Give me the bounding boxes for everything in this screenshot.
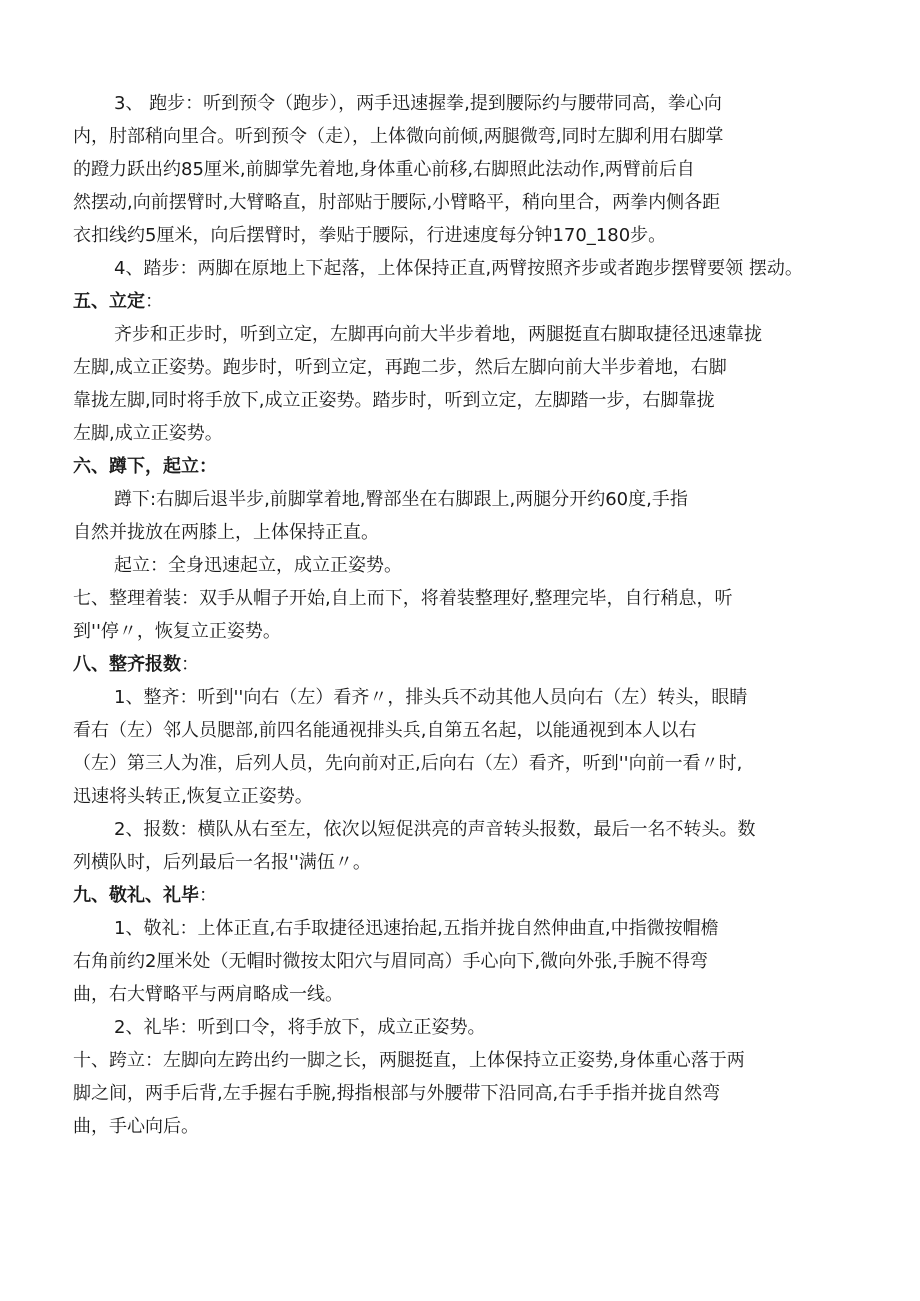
paragraph-line: 内，肘部稍向里合。听到预令（走），上体微向前倾,两腿微弯,同时左脚利用右脚掌	[73, 126, 724, 147]
paragraph-line: 起立：全身迅速起立，成立正姿势。	[114, 555, 402, 576]
section-heading: 六、蹲下，起立：	[73, 456, 217, 477]
paragraph-line: 迅速将头转正,恢复立正姿势。	[73, 786, 313, 807]
paragraph-line: 左脚,成立正姿势。跑步时，听到立定，再跑二步，然后左脚向前大半步着地，右脚	[73, 357, 727, 378]
section-heading	[73, 290, 163, 314]
paragraph-line: 十、跨立：左脚向左跨出约一脚之长，两腿挺直，上体保持立正姿势,身体重心落于两	[73, 1050, 745, 1071]
paragraph-line: 曲，右大臂略平与两肩略成一线。	[73, 984, 343, 1005]
paragraph-line: 右角前约2厘米处（无帽时微按太阳穴与眉同高）手心向下,微向外张,手腕不得弯	[73, 951, 708, 972]
paragraph-line: 的蹬力跃出约85厘米,前脚掌先着地,身体重心前移,右脚照此法动作,两臂前后自	[73, 159, 695, 180]
paragraph-line: 七、整理着装：双手从帽子开始,自上而下，将着装整理好,整理完毕，自行稍息，听	[73, 588, 733, 609]
heading-text: 五、立定	[73, 291, 145, 312]
heading-text: 九、敬礼、礼毕	[73, 885, 199, 906]
paragraph-line: （左）第三人为准，后列人员，先向前对正,后向右（左）看齐，听到''向前一看〃时,	[73, 753, 743, 774]
paragraph-line: 4、踏步：两脚在原地上下起落，上体保持正直,两臂按照齐步或者跑步摆臂要领 摆动。	[114, 258, 803, 279]
paragraph-line: 列横队时，后列最后一名报''满伍〃。	[73, 852, 371, 873]
section-heading	[73, 884, 217, 908]
section-heading	[73, 653, 199, 677]
paragraph-line: 3、 跑步：听到预令（跑步），两手迅速握拳,提到腰际约与腰带同高，拳心向	[114, 93, 722, 114]
paragraph-line: 看右（左）邻人员腮部,前四名能通视排头兵,自第五名起，以能通视到本人以右	[73, 720, 697, 741]
paragraph-line: 2、礼毕：听到口令，将手放下，成立正姿势。	[114, 1017, 486, 1038]
heading-text: 八、整齐报数	[73, 654, 181, 675]
paragraph-line: 2、报数：横队从右至左，依次以短促洪亮的声音转头报数，最后一名不转头。数	[114, 819, 756, 840]
paragraph-line: 到''停〃，恢复立正姿势。	[73, 621, 281, 642]
paragraph-line: 脚之间，两手后背,左手握右手腕,拇指根部与外腰带下沿同高,右手手指并拢自然弯	[73, 1083, 721, 1104]
heading-colon: ：	[145, 291, 163, 312]
paragraph-line: 1、敬礼：上体正直,右手取捷径迅速抬起,五指并拢自然伸曲直,中指微按帽檐	[114, 918, 719, 939]
paragraph-line: 蹲下:右脚后退半步,前脚掌着地,臀部坐在右脚跟上,两腿分开约60度,手指	[114, 489, 688, 510]
paragraph-line: 然摆动,向前摆臂时,大臂略直，肘部贴于腰际,小臂略平，稍向里合，两拳内侧各距	[73, 192, 721, 213]
paragraph-line: 曲，手心向后。	[73, 1116, 199, 1137]
paragraph-line: 自然并拢放在两膝上，上体保持正直。	[73, 522, 379, 543]
heading-colon: ：	[199, 885, 217, 906]
paragraph-line: 靠拢左脚,同时将手放下,成立正姿势。踏步时，听到立定，左脚踏一步，右脚靠拢	[73, 390, 715, 411]
paragraph-line: 衣扣线约5厘米，向后摆臂时，拳贴于腰际，行进速度每分钟170_180步。	[73, 225, 667, 246]
paragraph-line: 齐步和正步时，听到立定，左脚再向前大半步着地，两腿挺直右脚取捷径迅速靠拢	[114, 324, 762, 345]
heading-colon: ：	[181, 654, 199, 675]
paragraph-line: 左脚,成立正姿势。	[73, 423, 223, 444]
paragraph-line: 1、整齐：听到''向右（左）看齐〃，排头兵不动其他人员向右（左）转头，眼睛	[114, 687, 748, 708]
